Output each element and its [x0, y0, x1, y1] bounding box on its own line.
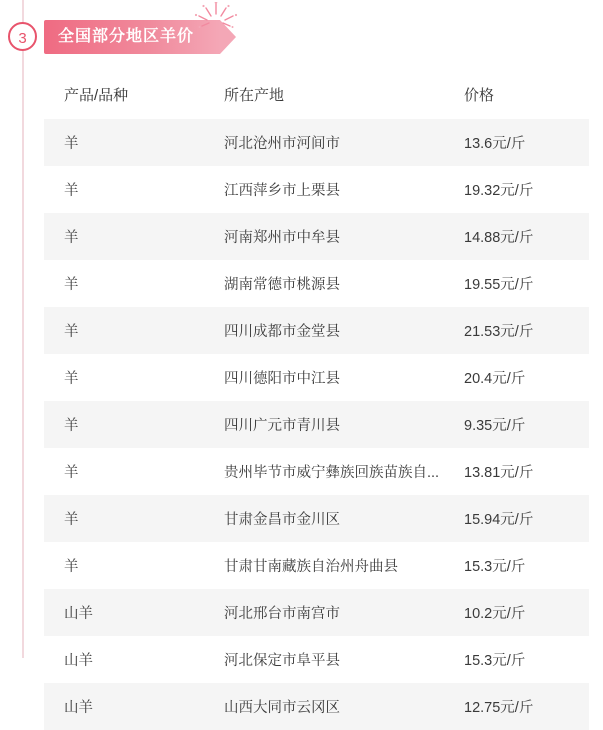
table-row: [44, 354, 589, 401]
cell-origin: 河南郑州市中牟县: [204, 213, 444, 260]
cell-product: 羊: [44, 307, 204, 354]
table-row: [44, 589, 589, 636]
table-row: [44, 448, 589, 495]
table-row: [44, 401, 589, 448]
cell-origin: 四川德阳市中江县: [204, 354, 444, 401]
cell-price: 9.35元/斤: [444, 401, 589, 448]
cell-product: 山羊: [44, 683, 204, 730]
cell-product: 羊: [44, 260, 204, 307]
cell-price: 15.94元/斤: [444, 495, 589, 542]
cell-price: 13.81元/斤: [444, 448, 589, 495]
table-row: [44, 307, 589, 354]
cell-price: 10.2元/斤: [444, 589, 589, 636]
section-header: [0, 0, 603, 64]
cell-origin: 河北邢台市南宫市: [204, 589, 444, 636]
cell-origin: 湖南常德市桃源县: [204, 260, 444, 307]
table-header-row: [44, 70, 589, 119]
table-row: [44, 119, 589, 166]
cell-product: 羊: [44, 448, 204, 495]
table-row: [44, 683, 589, 730]
table-row: [44, 166, 589, 213]
table-row: [44, 213, 589, 260]
cell-price: 13.6元/斤: [444, 119, 589, 166]
cell-origin: 山西大同市云冈区: [204, 683, 444, 730]
left-accent-rail: [22, 0, 24, 658]
price-table: [44, 70, 589, 730]
column-header-origin: 所在产地: [204, 70, 444, 119]
cell-product: 山羊: [44, 636, 204, 683]
cell-product: 羊: [44, 213, 204, 260]
column-header-product: 产品/品种: [44, 70, 204, 119]
column-header-price: 价格: [444, 70, 589, 119]
table-row: [44, 542, 589, 589]
cell-price: 21.53元/斤: [444, 307, 589, 354]
cell-product: 羊: [44, 495, 204, 542]
table-row: [44, 636, 589, 683]
cell-price: 15.3元/斤: [444, 636, 589, 683]
cell-origin: 河北保定市阜平县: [204, 636, 444, 683]
cell-price: 15.3元/斤: [444, 542, 589, 589]
cell-origin: 甘肃甘南藏族自治州舟曲县: [204, 542, 444, 589]
cell-price: 14.88元/斤: [444, 213, 589, 260]
cell-product: 羊: [44, 166, 204, 213]
cell-price: 12.75元/斤: [444, 683, 589, 730]
section-title-banner: 全国部分地区羊价: [44, 20, 220, 54]
cell-product: 羊: [44, 542, 204, 589]
cell-origin: 江西萍乡市上栗县: [204, 166, 444, 213]
cell-product: 羊: [44, 401, 204, 448]
cell-price: 19.32元/斤: [444, 166, 589, 213]
table-row: [44, 495, 589, 542]
cell-origin: 四川成都市金堂县: [204, 307, 444, 354]
table-body: [44, 119, 589, 730]
cell-origin: 河北沧州市河间市: [204, 119, 444, 166]
cell-product: 羊: [44, 119, 204, 166]
cell-product: 山羊: [44, 589, 204, 636]
cell-price: 20.4元/斤: [444, 354, 589, 401]
cell-origin: 贵州毕节市威宁彝族回族苗族自...: [204, 448, 444, 495]
cell-product: 羊: [44, 354, 204, 401]
table-header: [44, 70, 589, 119]
table-row: [44, 260, 589, 307]
cell-origin: 甘肃金昌市金川区: [204, 495, 444, 542]
cell-price: 19.55元/斤: [444, 260, 589, 307]
cell-origin: 四川广元市青川县: [204, 401, 444, 448]
section-number-badge: 3: [8, 22, 37, 51]
